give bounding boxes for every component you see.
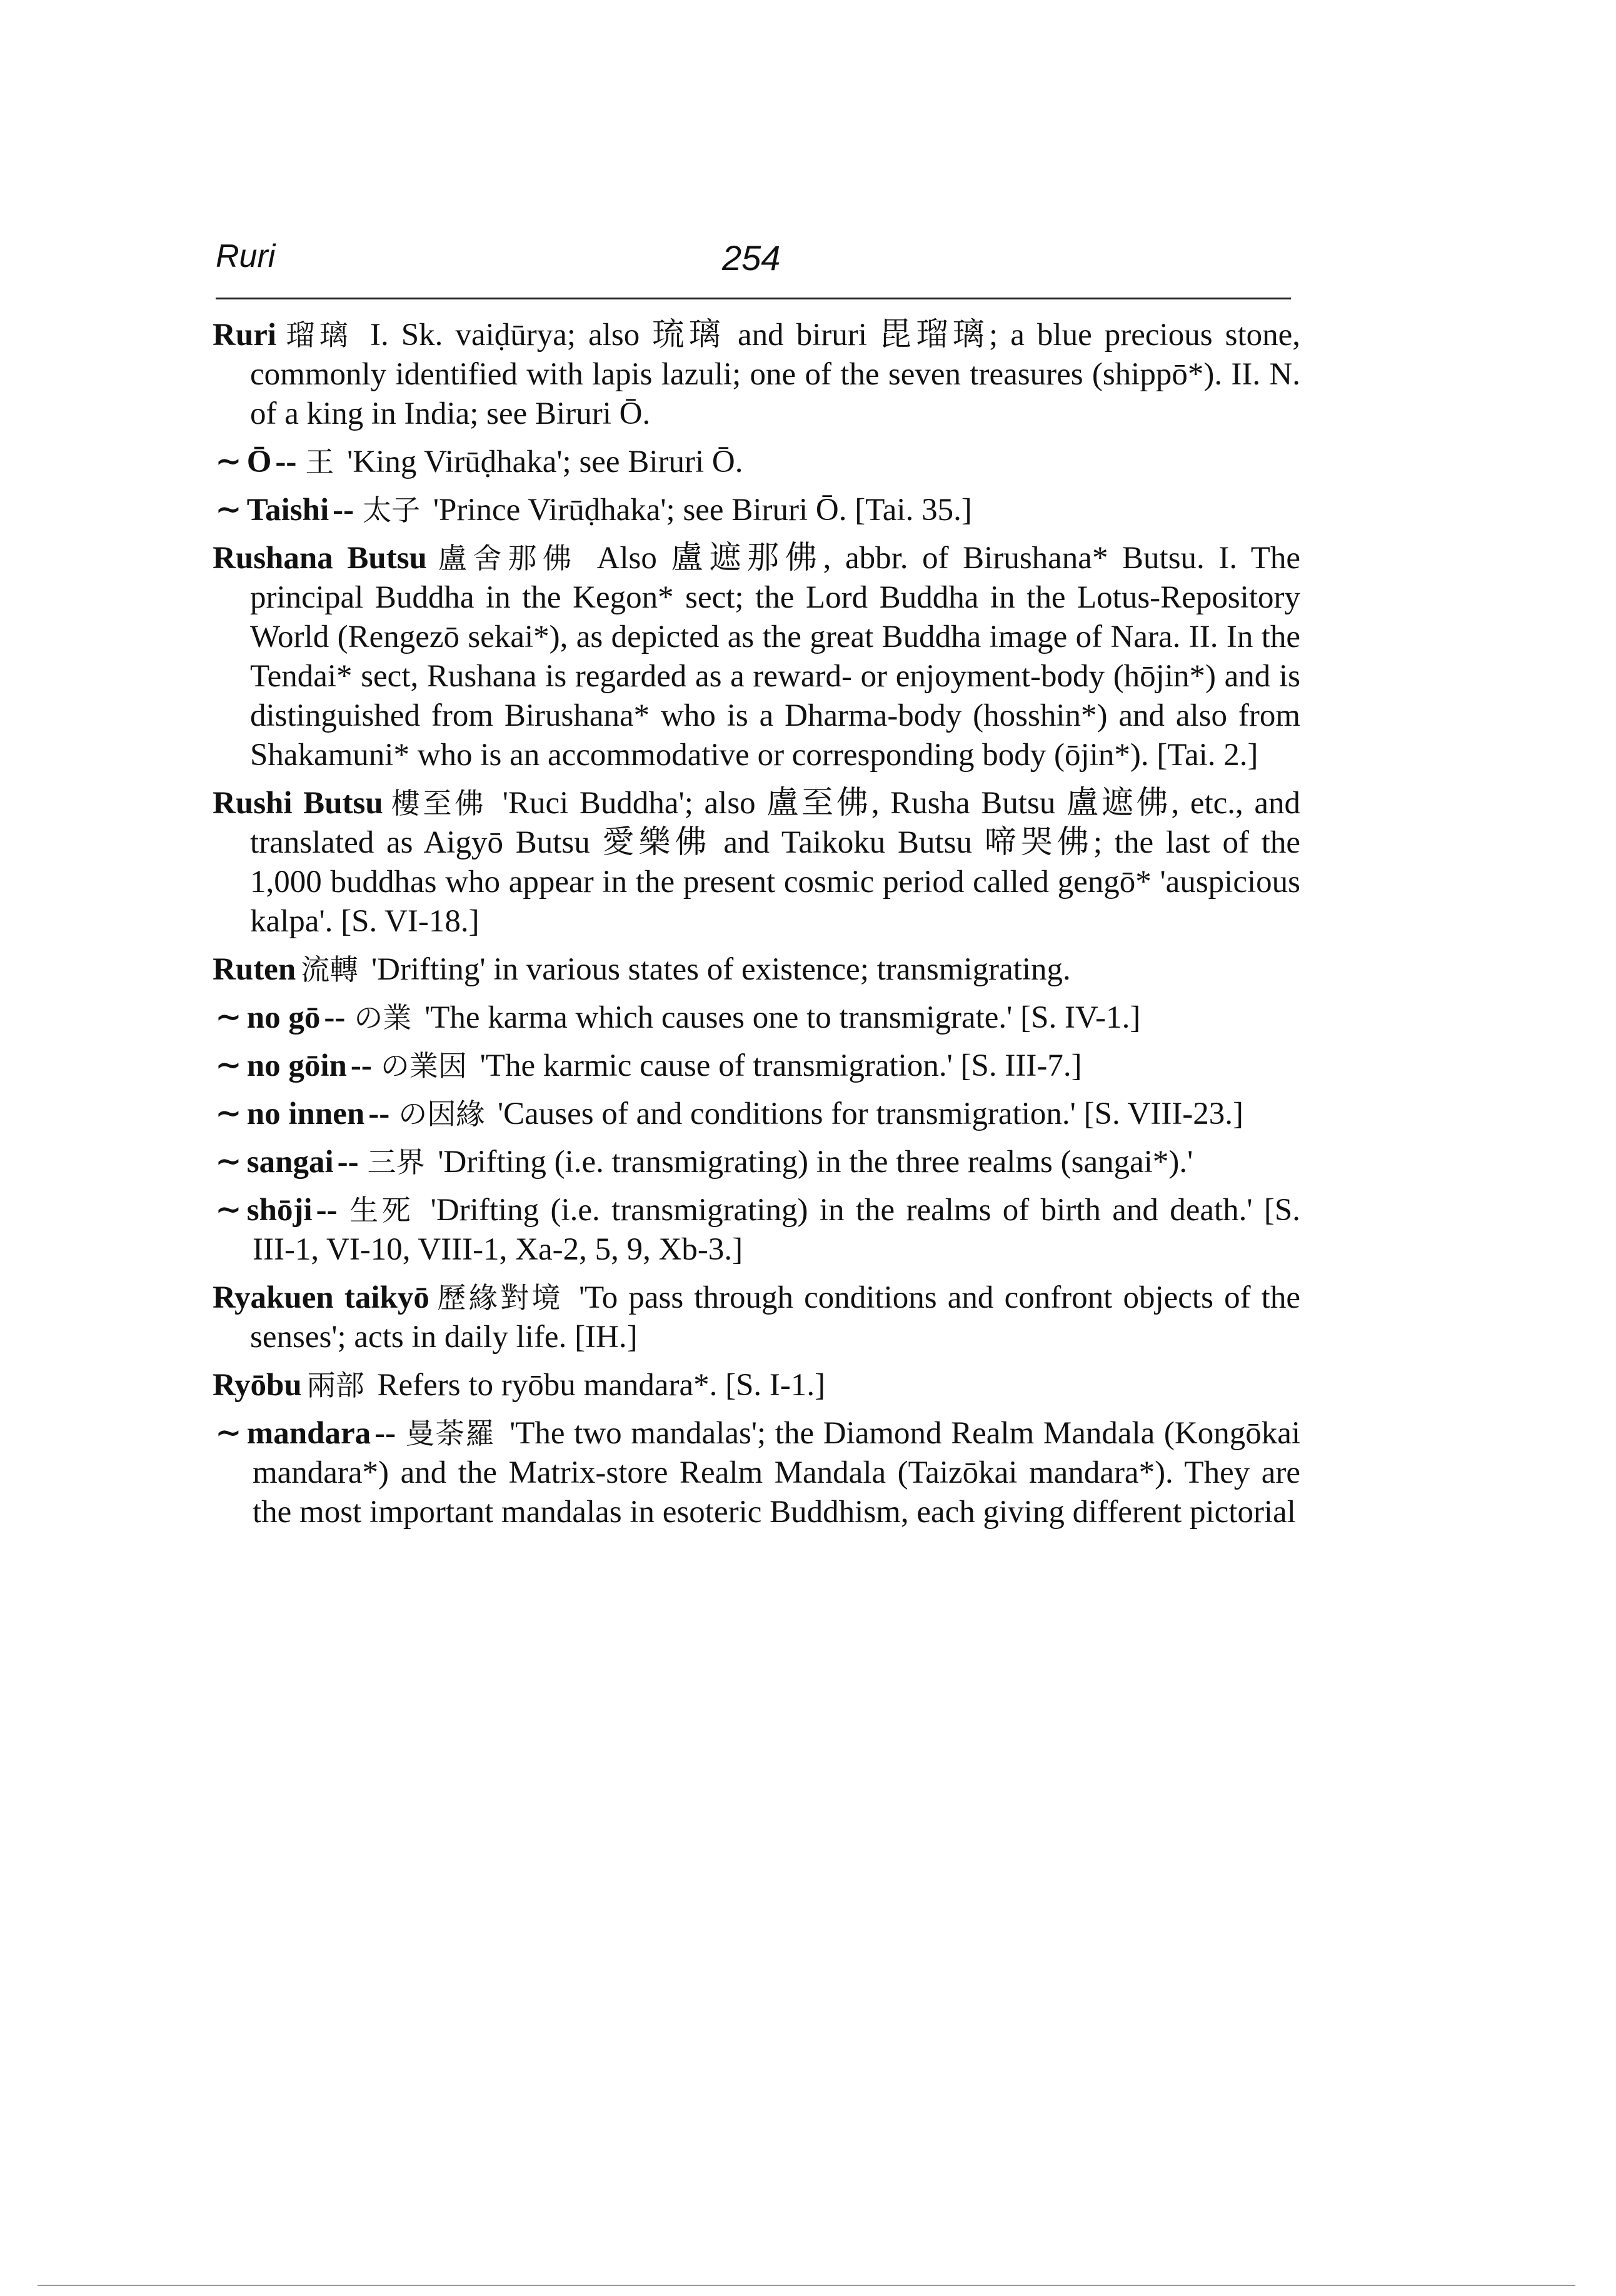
entry-kanji: 曼荼羅	[404, 1416, 496, 1450]
entry-rushana-butsu	[213, 539, 1300, 775]
entry-term: Ruri	[213, 318, 276, 353]
sub-entry-ruten-sangai	[215, 1143, 1300, 1182]
entry-kanji: の業	[354, 1001, 412, 1035]
dash-marker: --	[333, 493, 354, 528]
entry-rushi-butsu	[213, 784, 1300, 941]
dash-marker: --	[350, 1048, 372, 1083]
entry-term: Ō	[246, 444, 272, 479]
entry-kanji: 兩部	[306, 1368, 364, 1402]
dash-marker: --	[316, 1193, 338, 1228]
sub-entry-ruten-no-innen	[215, 1095, 1300, 1134]
header-rule	[216, 298, 1291, 299]
entry-definition: 'Drifting (i.e. transmigrating) in the realms of birth and death.' [S. III-1, VI-10, VIII-1, Xa-2, 5, 9, Xb-3.]	[253, 1193, 1300, 1267]
entry-term: Ruten	[213, 952, 296, 987]
entry-kanji: 瑠璃	[281, 318, 353, 352]
entry-definition: 'King Virūḍhaka'; see Biruri Ō.	[339, 444, 743, 479]
entry-term: mandara	[246, 1416, 371, 1451]
entry-kanji: 太子	[363, 493, 421, 527]
entry-ruten	[213, 950, 1300, 990]
footer-rule	[38, 2285, 1575, 2286]
entry-ryobu	[213, 1366, 1300, 1405]
tilde-marker: ∼	[215, 1193, 242, 1228]
sub-entry-ruri-taishi	[215, 491, 1300, 530]
entry-definition: 'The karmic cause of transmigration.' [S. III-7.]	[471, 1048, 1082, 1083]
entry-kanji: 王	[305, 445, 334, 479]
entry-definition: 'Drifting (i.e. transmigrating) in the three realms (sangai*).'	[429, 1145, 1193, 1180]
sub-entry-ruten-no-go	[215, 998, 1300, 1038]
entry-definition: 'Drifting' in various states of existence; transmigrating.	[363, 952, 1071, 987]
entry-definition: Also 盧遮那佛, abbr. of Birushana* Butsu. I. The principal Buddha in the Kegon* sect; the Lord Buddha in the Lotus-Repository World (Rengezō sekai*), as depicted as the great Buddha image of Nara. II. In the Tendai* sect, Rushana is regarded as a reward- or enjoyment-body (hōjin*) and is distinguished from Birushana* who is a Dharma-body (hosshin*) and also from Shakamuni* who is an accommodative or corresponding body (ōjin*). [Tai. 2.]	[250, 541, 1301, 773]
entry-term: Taishi	[246, 493, 329, 528]
entry-ruri	[213, 316, 1300, 434]
entry-definition: 'Causes of and conditions for transmigration.' [S. VIII-23.]	[489, 1096, 1244, 1131]
dash-marker: --	[337, 1145, 359, 1180]
tilde-marker: ∼	[215, 1048, 242, 1083]
dash-marker: --	[275, 444, 297, 479]
entry-definition: 'To pass through conditions and confront objects of the senses'; acts in daily life. [IH.]	[250, 1280, 1300, 1355]
entry-term: no gō	[246, 1000, 321, 1035]
entry-term: Rushi Butsu	[213, 786, 383, 821]
entry-term: sangai	[246, 1145, 334, 1180]
entry-term: Rushana Butsu	[213, 541, 427, 576]
entry-kanji: 樓至佛	[388, 786, 487, 820]
tilde-marker: ∼	[215, 1000, 242, 1035]
entry-term: shōji	[246, 1193, 313, 1228]
entry-term: Ryōbu	[213, 1368, 302, 1403]
entry-kanji: 流轉	[301, 953, 359, 986]
entry-term: no gōin	[246, 1048, 347, 1083]
running-head	[216, 238, 1291, 281]
tilde-marker: ∼	[215, 1145, 242, 1180]
sub-entry-ruri-o	[215, 443, 1300, 482]
entry-definition: 'The two mandalas'; the Diamond Realm Mandala (Kongōkai mandara*) and the Matrix-store Realm Mandala (Taizōkai mandara*). They are the most important mandalas in esoteric Buddhism, each giving different pictorial	[253, 1416, 1300, 1530]
tilde-marker: ∼	[215, 444, 242, 479]
dash-marker: --	[324, 1000, 346, 1035]
entry-definition: Refers to ryōbu mandara*. [S. I-1.]	[369, 1368, 826, 1403]
entry-kanji: 三界	[367, 1145, 425, 1179]
entry-term: no innen	[246, 1096, 365, 1131]
entry-term: Ryakuen taikyō	[213, 1280, 429, 1315]
tilde-marker: ∼	[215, 493, 242, 528]
sub-entry-ruten-no-goin	[215, 1046, 1300, 1086]
entry-ryakuen-taikyo	[213, 1278, 1300, 1357]
entry-kanji: の因緣	[398, 1097, 485, 1131]
sub-entry-ryobu-mandara	[215, 1414, 1300, 1532]
tilde-marker: ∼	[215, 1096, 242, 1131]
entry-kanji: 歷緣對境	[434, 1281, 563, 1315]
tilde-marker: ∼	[215, 1416, 242, 1451]
entry-definition: 'Ruci Buddha'; also 盧至佛, Rusha Butsu 盧遮佛, etc., and translated as Aigyō Butsu 愛樂佛 and Taikoku Butsu 啼哭佛; the last of the 1,000 buddhas who appear in the present cosmic period called gengō* 'auspicious kalpa'. [S. VI-18.]	[250, 786, 1301, 939]
dash-marker: --	[374, 1416, 396, 1451]
page-number: 254	[722, 238, 781, 278]
entry-kanji: 生死	[346, 1193, 414, 1227]
entry-definition: 'Prince Virūḍhaka'; see Biruri Ō. [Tai. 35.]	[425, 493, 972, 528]
entry-kanji: 盧舍那佛	[431, 541, 578, 575]
entry-definition: 'The karma which causes one to transmigrate.' [S. IV-1.]	[416, 1000, 1141, 1035]
running-headword: Ruri	[216, 238, 276, 274]
entry-definition: I. Sk. vaiḍūrya; also 琉璃 and biruri 毘瑠璃; a blue precious stone, commonly identified with lapis lazuli; one of the seven treasures (shippō*). II. N. of a king in India; see Biruri Ō.	[250, 318, 1301, 431]
entry-list	[213, 316, 1300, 1541]
entry-kanji: の業因	[380, 1049, 467, 1083]
sub-entry-ruten-shoji	[215, 1191, 1300, 1270]
dash-marker: --	[368, 1096, 390, 1131]
